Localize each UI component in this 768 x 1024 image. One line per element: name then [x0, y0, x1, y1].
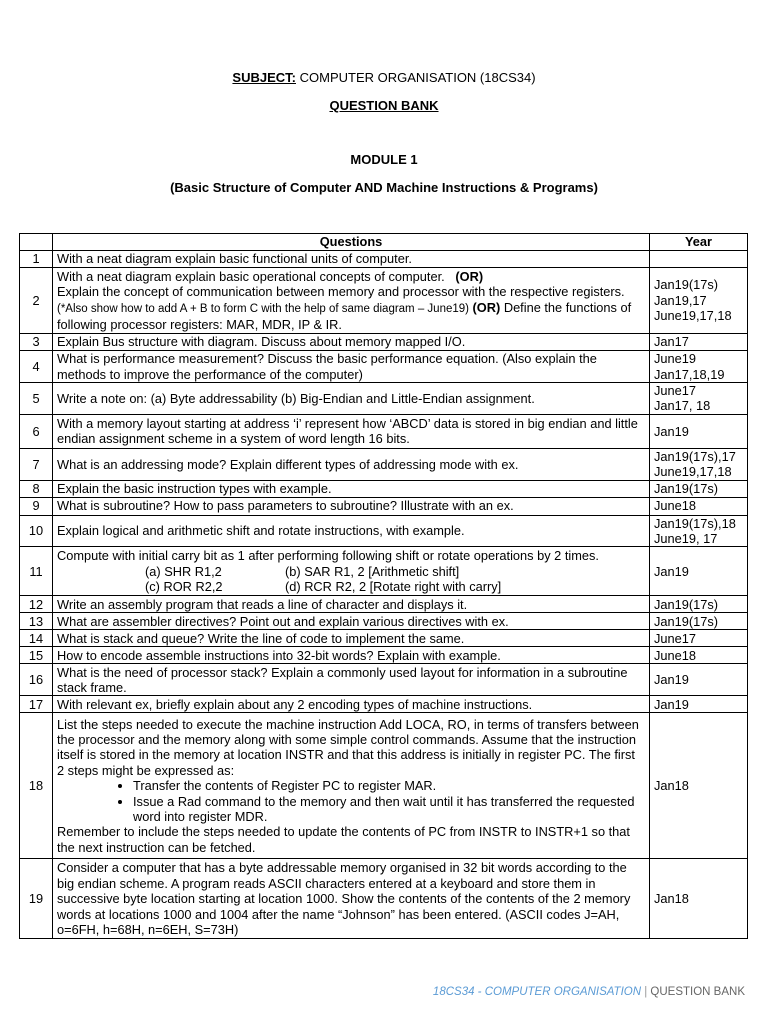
step-list [57, 778, 645, 824]
question-year [650, 515, 748, 547]
table-row [20, 448, 748, 480]
year-entry: June19 [654, 351, 696, 367]
question-number: 6 [20, 414, 53, 448]
question-number: 14 [20, 630, 53, 647]
list-item: • Transfer the contents of Register PC to register MAR. [133, 778, 645, 793]
question-text: With relevant ex, briefly explain about any 2 encoding types of machine instructions. [53, 696, 650, 713]
table-row [20, 547, 748, 596]
page-title: QUESTION BANK [329, 98, 439, 113]
year-entry: June19,17,18 [654, 308, 732, 324]
question-text: Explain logical and arithmetic shift and rotate instructions, with example. [53, 515, 650, 547]
year-entry: Jan17, 18 [654, 398, 711, 414]
module-heading: MODULE 1 [350, 152, 418, 167]
question-text: What is the need of processor stack? Explain a commonly used layout for information in a subroutine stack frame. [53, 664, 650, 696]
question-text: What is an addressing mode? Explain different types of addressing mode with ex. [53, 448, 650, 480]
year-entry: Jan19(17s),17 [654, 448, 736, 464]
question-text: What is performance measurement? Discuss the basic performance equation. (Also explain the methods to improve the performance of the computer) [53, 351, 650, 383]
table-row [20, 596, 748, 613]
question-year [650, 383, 748, 415]
question-number: 15 [20, 647, 53, 664]
question-part-a: With a neat diagram explain basic operational concepts of computer. [57, 268, 445, 284]
question-year [650, 251, 748, 268]
question-number: 18 [20, 713, 53, 859]
year-entry: Jan19,17 [654, 292, 707, 308]
header-year: Year [650, 234, 748, 251]
footer-separator: | [641, 986, 651, 998]
question-year: Jan19(17s) [650, 480, 748, 497]
question-year: Jan19(17s) [650, 596, 748, 613]
question-year: Jan18 [650, 713, 748, 859]
question-number: 7 [20, 448, 53, 480]
question-note: (*Also show how to add A + B to form C with the help of same diagram – June19) [57, 302, 469, 315]
question-year: June18 [650, 497, 748, 515]
question-outro: Remember to include the steps needed to update the contents of PC from INSTR to INSTR+1 so that the next instruction can be fetched. [57, 824, 630, 855]
table-row [20, 696, 748, 713]
table-row [20, 251, 748, 268]
module-description: (Basic Structure of Computer AND Machine Instructions & Programs) [170, 180, 598, 195]
question-table [19, 233, 748, 939]
question-year [650, 268, 748, 334]
question-year: June17 [650, 630, 748, 647]
question-year: Jan17 [650, 334, 748, 351]
table-row [20, 414, 748, 448]
year-entry: June17 [654, 383, 696, 398]
list-item: • Issue a Rad command to the memory and then wait until it has transferred the requested word into register MDR. [133, 794, 645, 825]
year-entry: Jan17,18,19 [654, 366, 725, 382]
question-number: 8 [20, 480, 53, 497]
question-text: What are assembler directives? Point out and explain various directives with ex. [53, 613, 650, 630]
question-text: With a neat diagram explain basic functional units of computer. [53, 251, 650, 268]
header-number-cell [20, 234, 53, 251]
option-c: (c) ROR R2,2 [145, 579, 223, 595]
or-label: (OR) [472, 299, 501, 315]
table-row [20, 497, 748, 515]
question-year: Jan19 [650, 547, 748, 596]
question-text [53, 547, 650, 596]
table-row [20, 351, 748, 383]
table-row [20, 713, 748, 859]
question-number: 17 [20, 696, 53, 713]
question-text: With a memory layout starting at address ‘i’ represent how ‘ABCD’ data is stored in big endian and little endian assignment scheme in a system of word length 16 bits. [53, 414, 650, 448]
table-row [20, 334, 748, 351]
page-footer [433, 986, 745, 998]
table-row [20, 480, 748, 497]
question-year: Jan19 [650, 696, 748, 713]
question-text: What is stack and queue? Write the line of code to implement the same. [53, 630, 650, 647]
question-year: Jan19 [650, 414, 748, 448]
question-text: Consider a computer that has a byte addressable memory organised in 32 bit words according to the big endian scheme. A program reads ASCII characters entered at a keyboard and store them in successive byte location starting at location 1000. Show the contents of the contents of the 2 memory words at locations 1000 and 1004 after the name “Johnson” has been entered. (ASCII codes J=AH, o=6FH, h=68H, n=6EH, S=73H) [53, 859, 650, 939]
question-number: 19 [20, 859, 53, 939]
table-row [20, 613, 748, 630]
table-row [20, 664, 748, 696]
question-number: 11 [20, 547, 53, 596]
question-year: Jan19(17s) [650, 613, 748, 630]
table-row [20, 630, 748, 647]
question-text: How to encode assemble instructions into 32-bit words? Explain with example. [53, 647, 650, 664]
question-text [53, 713, 650, 859]
question-year: Jan19 [650, 664, 748, 696]
year-entry: Jan19(17s) [654, 277, 719, 293]
question-text: Write an assembly program that reads a line of character and displays it. [53, 596, 650, 613]
question-year [650, 351, 748, 383]
question-text: Write a note on: (a) Byte addressability (b) Big-Endian and Little-Endian assignment. [53, 383, 650, 415]
question-number: 9 [20, 497, 53, 515]
table-row [20, 647, 748, 664]
question-part-c: Define the functions of following processor registers: MAR, MDR, IP & IR. [57, 299, 632, 332]
option-d: (d) RCR R2, 2 [Rotate right with carry] [285, 579, 502, 595]
question-intro: Compute with initial carry bit as 1 after performing following shift or rotate operations by 2 times. [57, 548, 599, 564]
question-text [53, 268, 650, 334]
question-text: What is subroutine? How to pass parameters to subroutine? Illustrate with an ex. [53, 497, 650, 515]
year-entry: June19, 17 [654, 531, 718, 547]
footer-label: QUESTION BANK [650, 986, 745, 998]
question-number: 12 [20, 596, 53, 613]
question-number: 10 [20, 515, 53, 547]
table-row [20, 268, 748, 334]
question-year [650, 448, 748, 480]
subject-text: COMPUTER ORGANISATION (18CS34) [296, 70, 536, 85]
question-number: 5 [20, 383, 53, 415]
subject-line [0, 70, 768, 85]
question-year: June18 [650, 647, 748, 664]
table-row [20, 859, 748, 939]
question-text: Explain Bus structure with diagram. Discuss about memory mapped I/O. [53, 334, 650, 351]
or-label: (OR) [455, 268, 484, 284]
table-row [20, 383, 748, 415]
question-number: 2 [20, 268, 53, 334]
question-number: 13 [20, 613, 53, 630]
table-header-row [20, 234, 748, 251]
question-intro: List the steps needed to execute the machine instruction Add LOCA, RO, in terms of transfers between the processor and the memory along with some simple control commands. Assume that the instruction itself is stored in the memory at location INSTR and that this address is initially in register PC. The first 2 steps might be expressed as: [57, 716, 639, 778]
question-part-b: Explain the concept of communication between memory and processor with the respective registers. [57, 284, 625, 300]
question-number: 16 [20, 664, 53, 696]
subject-label: SUBJECT: [232, 70, 296, 85]
table-row [20, 515, 748, 547]
question-number: 3 [20, 334, 53, 351]
question-text: Explain the basic instruction types with example. [53, 480, 650, 497]
option-a: (a) SHR R1,2 [145, 563, 222, 579]
footer-course: 18CS34 - COMPUTER ORGANISATION [432, 986, 642, 998]
question-number: 1 [20, 251, 53, 268]
option-b: (b) SAR R1, 2 [Arithmetic shift] [285, 563, 460, 579]
question-number: 4 [20, 351, 53, 383]
year-entry: June19,17,18 [654, 464, 732, 480]
question-year: Jan18 [650, 859, 748, 939]
year-entry: Jan19(17s),18 [654, 515, 736, 531]
header-questions: Questions [53, 234, 650, 251]
